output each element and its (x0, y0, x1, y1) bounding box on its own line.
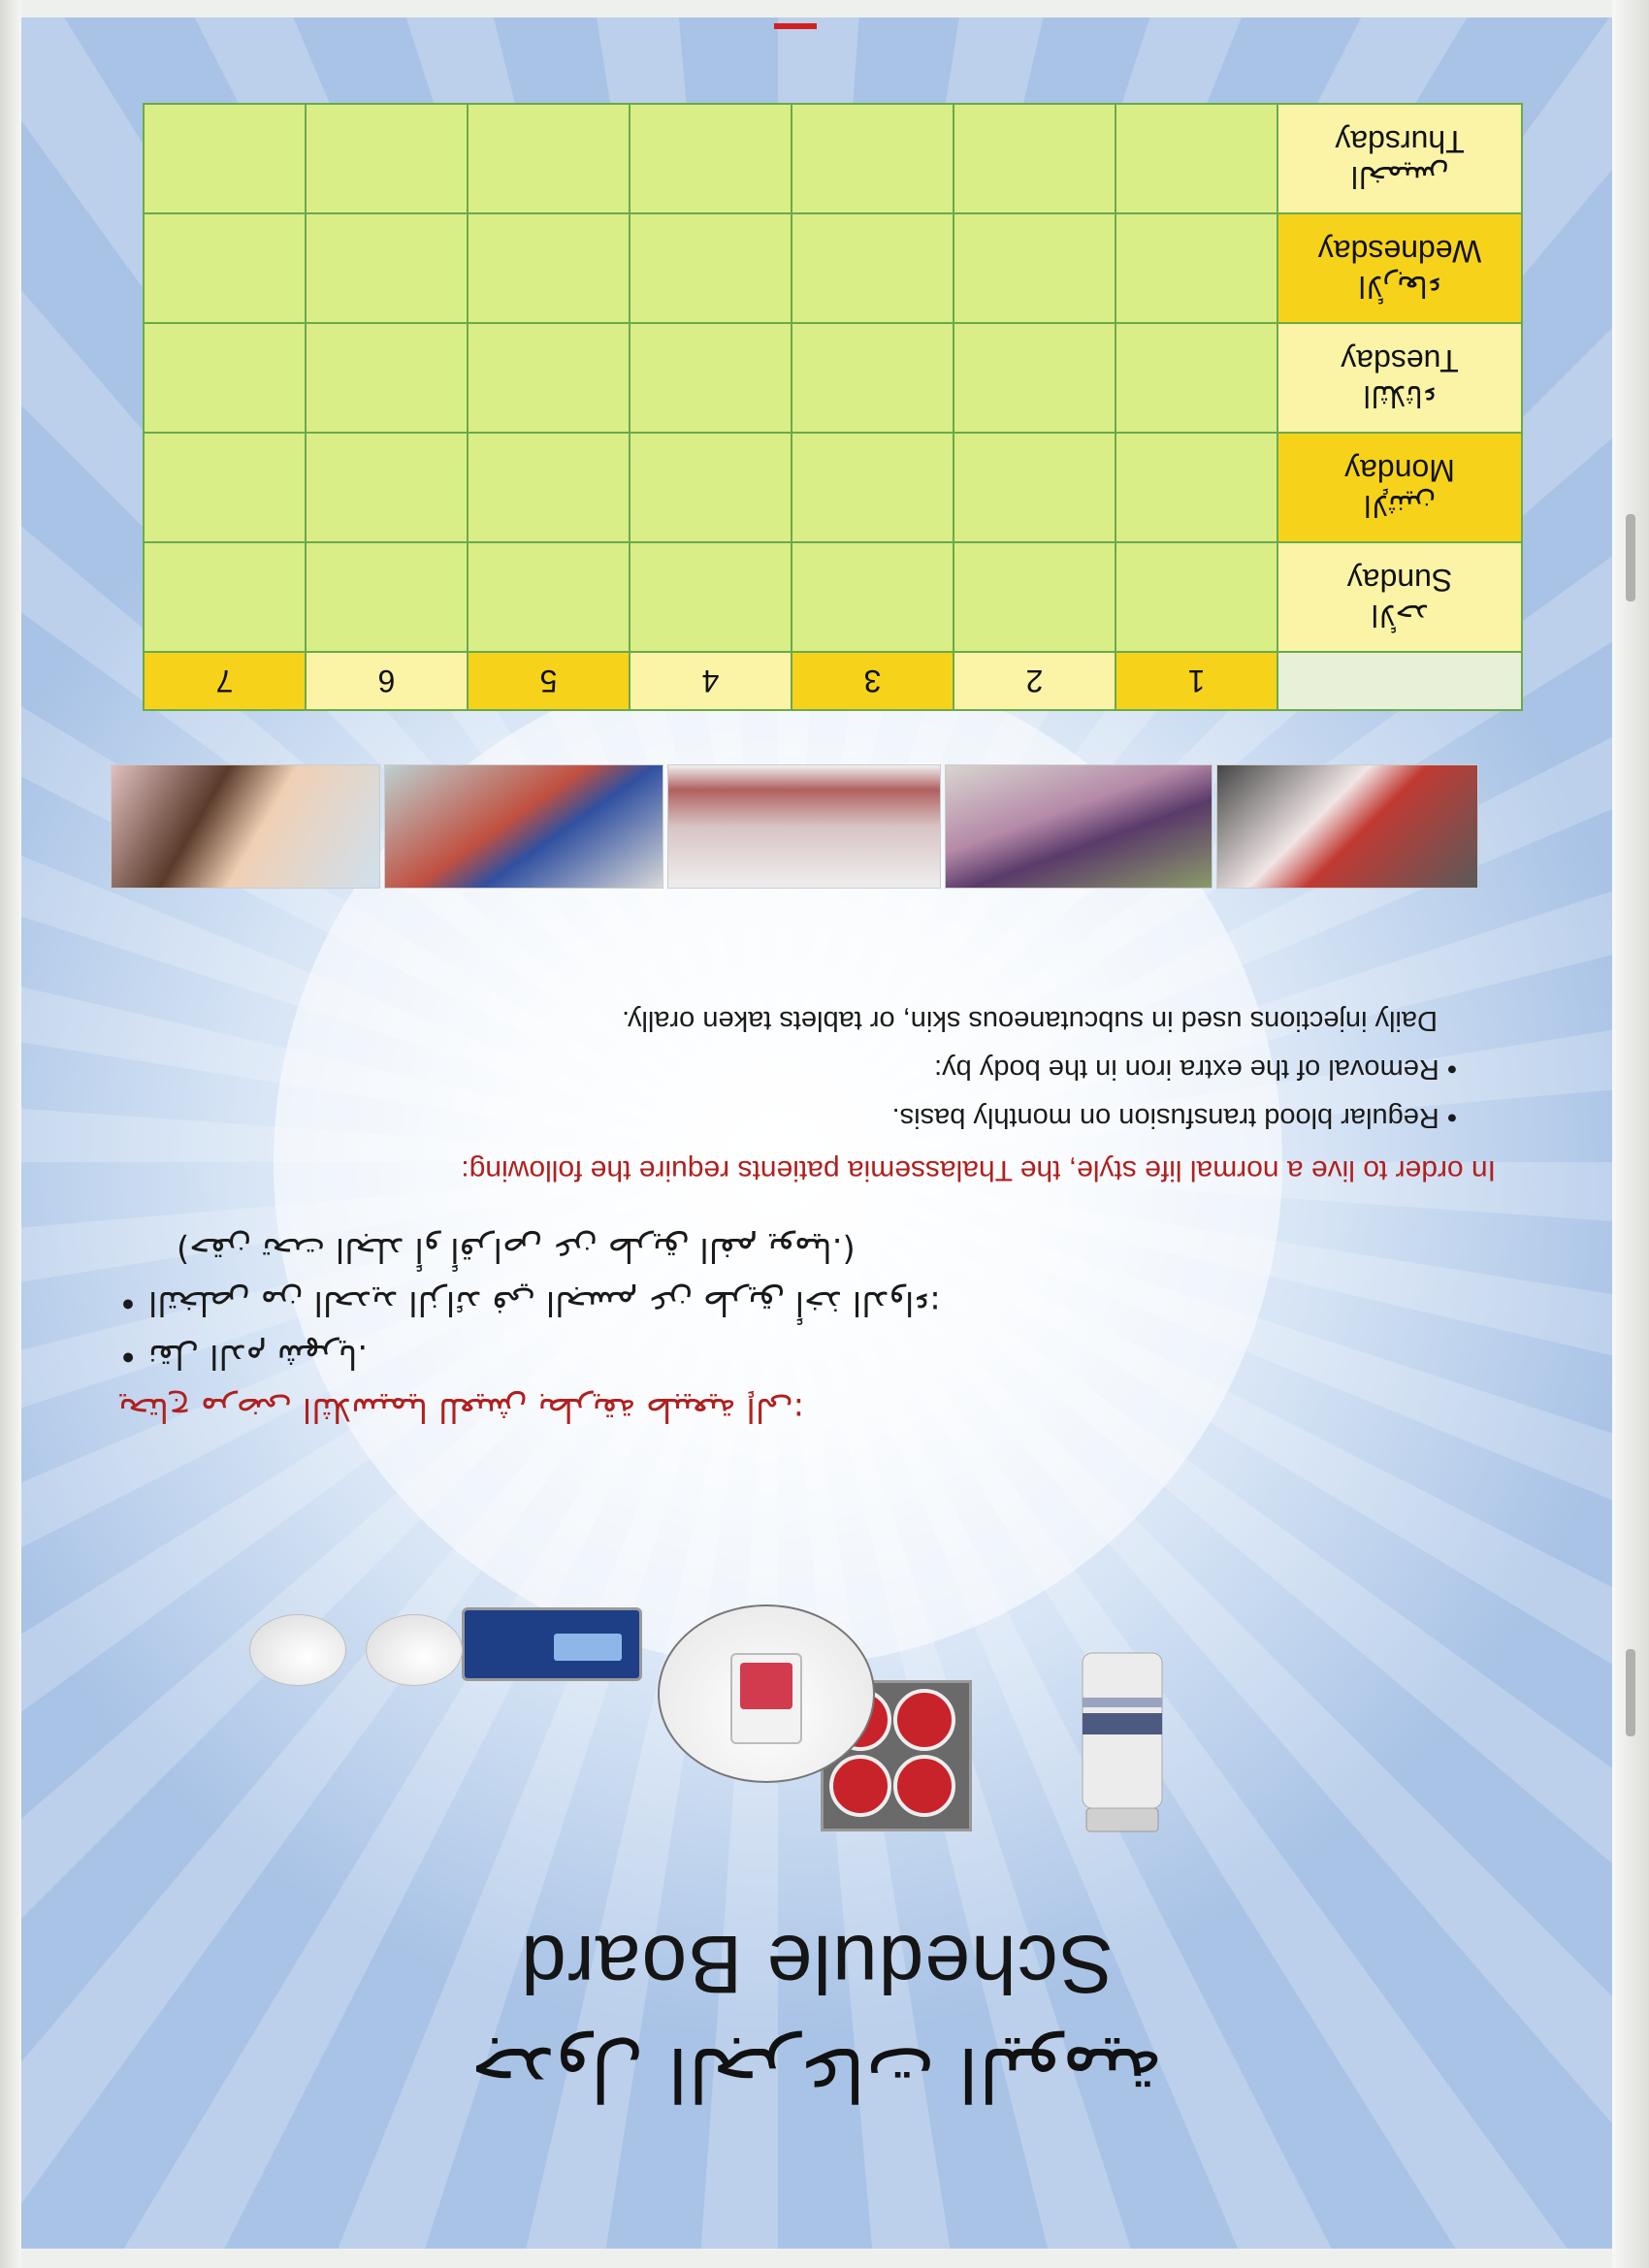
schedule-check-cell[interactable] (954, 104, 1116, 213)
schedule-check-cell[interactable] (792, 104, 954, 213)
child-photo (667, 764, 941, 889)
dose-number-7: 7 (144, 652, 306, 710)
dose-number-1: 1 (1116, 652, 1277, 710)
schedule-check-cell[interactable] (792, 213, 954, 323)
schedule-check-cell[interactable] (954, 542, 1116, 652)
schedule-check-cell[interactable] (792, 433, 954, 542)
schedule-corner-cell (1277, 652, 1522, 710)
schedule-check-cell[interactable] (954, 213, 1116, 323)
schedule-check-cell[interactable] (1116, 104, 1277, 213)
schedule-check-cell[interactable] (954, 323, 1116, 433)
dose-number-3: 3 (792, 652, 954, 710)
page-title: Schedule Board (520, 1919, 1114, 2010)
schedule-row-wednesday (144, 213, 1522, 323)
arabic-bullet-1: • نقل الدم شهريا. (118, 1337, 369, 1376)
schedule-header-row (144, 652, 1522, 710)
white-tablet-icon (249, 1614, 346, 1686)
blood-bag-unit (730, 1653, 802, 1744)
schedule-check-cell[interactable] (144, 323, 306, 433)
schedule-check-cell[interactable] (468, 213, 630, 323)
schedule-table (143, 103, 1523, 711)
schedule-check-cell[interactable] (630, 542, 792, 652)
arabic-bullet-2: • التخلص من الحديد الزائد في الجسم عن طريق أخذ الدواء: (118, 1283, 941, 1322)
english-bullet-2: • Removal of the extra iron in the body by: (934, 1053, 1457, 1085)
staple-icon (1626, 514, 1635, 601)
child-photo (1216, 764, 1478, 889)
schedule-check-cell[interactable] (468, 104, 630, 213)
day-name-arabic: الأربعاء (1358, 269, 1442, 304)
schedule-check-cell[interactable] (306, 542, 468, 652)
dose-number-5: 5 (468, 652, 630, 710)
child-photo (111, 764, 380, 889)
day-label-thursday (1277, 104, 1522, 213)
staple-icon (1626, 1649, 1635, 1736)
day-name-arabic: الأحد (1371, 598, 1429, 632)
schedule-check-cell[interactable] (1116, 542, 1277, 652)
day-label-wednesday (1277, 213, 1522, 323)
schedule-check-cell[interactable] (1116, 213, 1277, 323)
child-photo (945, 764, 1212, 889)
schedule-check-cell[interactable] (306, 323, 468, 433)
schedule-check-cell[interactable] (792, 323, 954, 433)
schedule-check-cell[interactable] (954, 433, 1116, 542)
pill-bottle-icon (1079, 1647, 1166, 1841)
schedule-check-cell[interactable] (468, 323, 630, 433)
schedule-check-cell[interactable] (306, 213, 468, 323)
schedule-check-cell[interactable] (144, 542, 306, 652)
schedule-row-tuesday (144, 323, 1522, 433)
schedule-check-cell[interactable] (630, 104, 792, 213)
dose-number-2: 2 (954, 652, 1116, 710)
day-name-arabic: الإثنين (1363, 488, 1437, 523)
english-intro: In order to live a normal life style, the Thalassemia patients require the following: (461, 1154, 1496, 1186)
day-label-sunday (1277, 542, 1522, 652)
schedule-check-cell[interactable] (630, 213, 792, 323)
page-binding-right (1612, 0, 1649, 2268)
day-name: Wednesday (1317, 234, 1482, 270)
schedule-check-cell[interactable] (144, 433, 306, 542)
white-tablet-icon (366, 1614, 463, 1686)
schedule-board-page (21, 17, 1612, 2249)
schedule-row-sunday (144, 542, 1522, 652)
english-bullet-1: • Regular blood transfusion on monthly basis. (891, 1102, 1457, 1133)
schedule-check-cell[interactable] (630, 433, 792, 542)
schedule-check-cell[interactable] (468, 433, 630, 542)
day-label-tuesday (1277, 323, 1522, 433)
day-label-monday (1277, 433, 1522, 542)
arabic-note: (حقن تحت الجلد أو أقراص عن طريق الفم يوميا.) (177, 1230, 856, 1269)
page-binding-left (0, 0, 21, 2268)
schedule-check-cell[interactable] (792, 542, 954, 652)
schedule-check-cell[interactable] (306, 433, 468, 542)
page-edge-mark (774, 23, 817, 29)
arabic-intro: يحتاج مرضى الثلاسيميا للعيش بطريقة طبيعية إلى: (118, 1390, 805, 1429)
schedule-row-monday (144, 433, 1522, 542)
dose-number-4: 4 (630, 652, 792, 710)
schedule-check-cell[interactable] (144, 104, 306, 213)
schedule-check-cell[interactable] (144, 213, 306, 323)
schedule-check-cell[interactable] (1116, 323, 1277, 433)
schedule-check-cell[interactable] (1116, 433, 1277, 542)
schedule-check-cell[interactable] (630, 323, 792, 433)
schedule-row-thursday (144, 104, 1522, 213)
day-name: Sunday (1346, 563, 1453, 599)
schedule-check-cell[interactable] (468, 542, 630, 652)
day-name: Thursday (1335, 124, 1465, 160)
english-note: Daily injections used in subcutaneous skin, or tablets taken orally. (622, 1005, 1438, 1036)
day-name-arabic: الثلاثاء (1362, 378, 1438, 413)
page-title-arabic: جدول الجرعات اليومية (470, 2031, 1163, 2118)
infusion-pump-icon (462, 1607, 642, 1681)
day-name: Tuesday (1341, 343, 1459, 379)
schedule-check-cell[interactable] (306, 104, 468, 213)
day-name-arabic: الخميس (1350, 159, 1449, 194)
day-name: Monday (1344, 453, 1455, 489)
child-photo (384, 764, 663, 889)
dose-number-6: 6 (306, 652, 468, 710)
